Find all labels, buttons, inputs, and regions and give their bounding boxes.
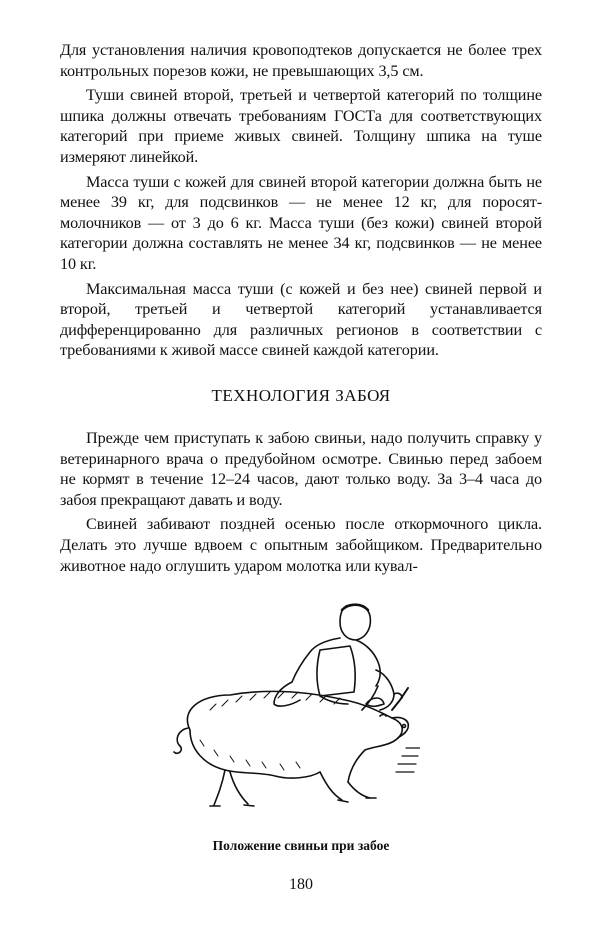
page-number: 180 [289,876,313,893]
paragraph-slaughter-timing: Свиней забивают поздней осенью после откормочного цикла. Делать это лучше вдвоем с опытным забойщиком. Предварительно животное надо оглушить ударом молотка или кувал- [60,515,542,575]
paragraph-max-mass: Максимальная масса туши (с кожей и без нее) свиней первой и второй, третьей и четвертой категорий устанавливается дифференцированно для различных регионов в соответствии с требованиями к живой массе свиней каждой категории. [60,279,542,360]
pig-slaughter-illustration [170,600,420,815]
figure-caption: Положение свиньи при забое [212,838,390,853]
paragraph-fat-thickness: Туши свиней второй, третьей и четвертой категорий по толщине шпика должны отвечать требованиям ГОСТа для соответствующих категорий при приеме живых свиней. Толщину шпика на туше измеряют линейкой. [60,86,542,166]
paragraph-carcass-mass: Масса туши с кожей для свиней второй категории должна быть не менее 39 кг, для подсвинков — не менее 12 кг, для поросят-молочников — от 3 до 6 кг. Масса туши (без кожи) свиней второй категории должна составлять не менее 34 кг, подсвинков — не менее 10 кг. [60,172,542,273]
paragraph-bruise-cuts: Для установления наличия кровоподтеков допускается не более трех контрольных порезов кожи, не превышающих 3,5 см. [60,41,542,80]
section-title: ТЕХНОЛОГИЯ ЗАБОЯ [211,386,391,405]
paragraph-preparation: Прежде чем приступать к забою свиньи, надо получить справку у ветеринарного врача о предубойном осмотре. Свинью перед забоем не кормят в течение 12–24 часов, дают только воду. За 3–4 часа до забоя прекращают давать и воду. [60,429,542,509]
section-text-block [60,428,542,576]
top-text-block [60,40,542,361]
